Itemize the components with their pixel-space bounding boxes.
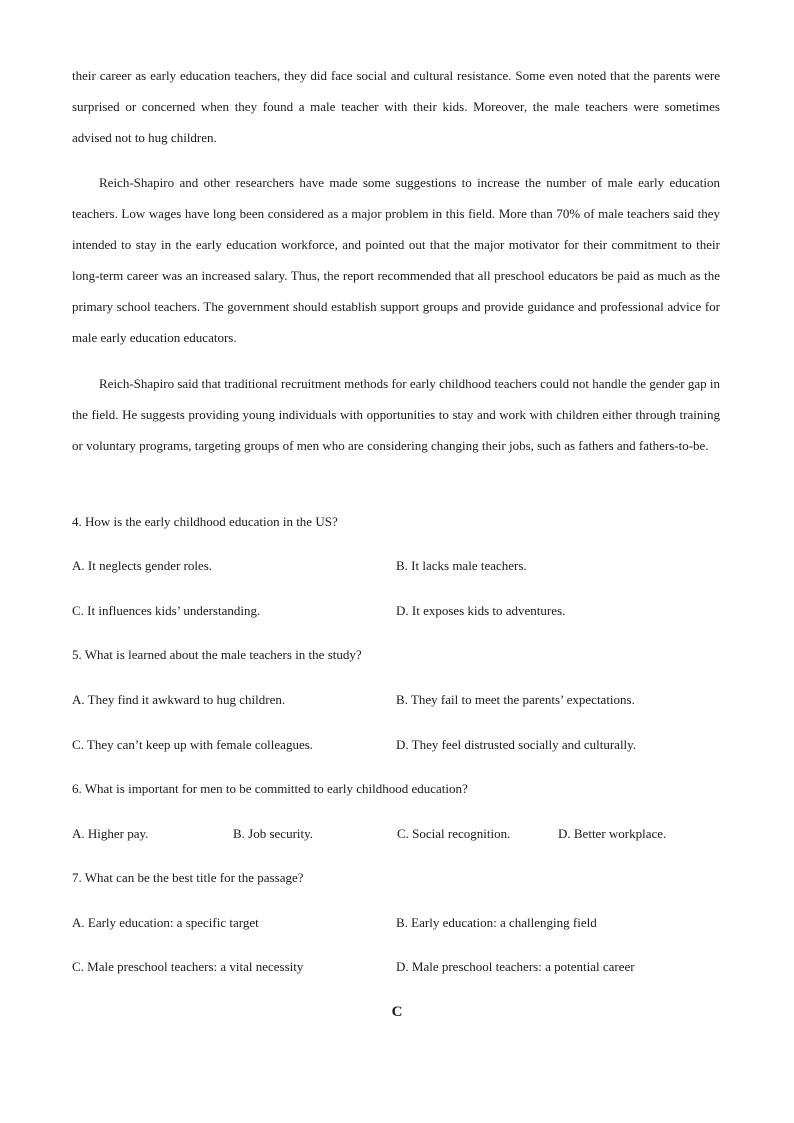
question-4-option-c: C. It influences kids’ understanding. xyxy=(72,603,261,618)
question-5-options-row-1 xyxy=(72,690,722,710)
question-5-options-row-2 xyxy=(72,735,722,755)
question-6-option-c: C. Social recognition. xyxy=(397,826,511,841)
question-7-stem: 7. What can be the best title for the passage? xyxy=(72,870,304,885)
question-5-stem: 5. What is learned about the male teachers in the study? xyxy=(72,647,362,662)
question-6-stem: 6. What is important for men to be committed to early childhood education? xyxy=(72,781,468,796)
question-4-options-row-1 xyxy=(72,556,722,576)
question-6-option-a: A. Higher pay. xyxy=(72,826,149,841)
question-4-options-row-2 xyxy=(72,601,722,621)
question-5-option-d: D. They feel distrusted socially and culturally. xyxy=(396,737,637,752)
passage-paragraph-1: their career as early education teachers, they did face social and cultural resistance. Some even noted that the parents were surprised or concerned when they found a male teacher with their kids. Moreover, the male teachers were sometimes advised not to hug children. xyxy=(72,68,720,145)
passage-paragraph-3: Reich-Shapiro said that traditional recruitment methods for early childhood teachers could not handle the gender gap in the field. He suggests providing young individuals with opportunities to stay and work with children either through training or voluntary programs, targeting groups of men who are considering changing their jobs, such as fathers and fathers-to-be. xyxy=(72,376,720,453)
question-7-option-b: B. Early education: a challenging field xyxy=(396,915,597,930)
passage-paragraph-2: Reich-Shapiro and other researchers have made some suggestions to increase the number of male early education teachers. Low wages have long been considered as a major problem in this field. More than 70% of male teachers said they intended to stay in the early education workforce, and pointed out that the major motivator for their commitment to their long-term career was an increased salary. Thus, the report recommended that all preschool educators be paid as much as the primary school teachers. The government should establish support groups and provide guidance and professional advice for male early education educators. xyxy=(72,175,720,345)
question-4-option-b: B. It lacks male teachers. xyxy=(396,558,527,573)
question-6-option-b: B. Job security. xyxy=(233,826,314,841)
question-7-options-row-2 xyxy=(72,957,722,977)
question-7-option-d: D. Male preschool teachers: a potential career xyxy=(396,959,635,974)
question-7-option-c: C. Male preschool teachers: a vital necessity xyxy=(72,959,304,974)
question-6-option-d: D. Better workplace. xyxy=(558,826,667,841)
question-6-options-row xyxy=(72,824,722,844)
question-5-option-a: A. They find it awkward to hug children. xyxy=(72,692,286,707)
question-4-option-d: D. It exposes kids to adventures. xyxy=(396,603,566,618)
question-7-option-a: A. Early education: a specific target xyxy=(72,915,259,930)
section-heading-c: C xyxy=(391,1004,403,1020)
question-7-options-row-1 xyxy=(72,913,722,933)
question-4-stem: 4. How is the early childhood education in the US? xyxy=(72,514,338,529)
question-4-option-a: A. It neglects gender roles. xyxy=(72,558,213,573)
question-5-option-b: B. They fail to meet the parents’ expectations. xyxy=(396,692,635,707)
question-5-option-c: C. They can’t keep up with female colleagues. xyxy=(72,737,314,752)
